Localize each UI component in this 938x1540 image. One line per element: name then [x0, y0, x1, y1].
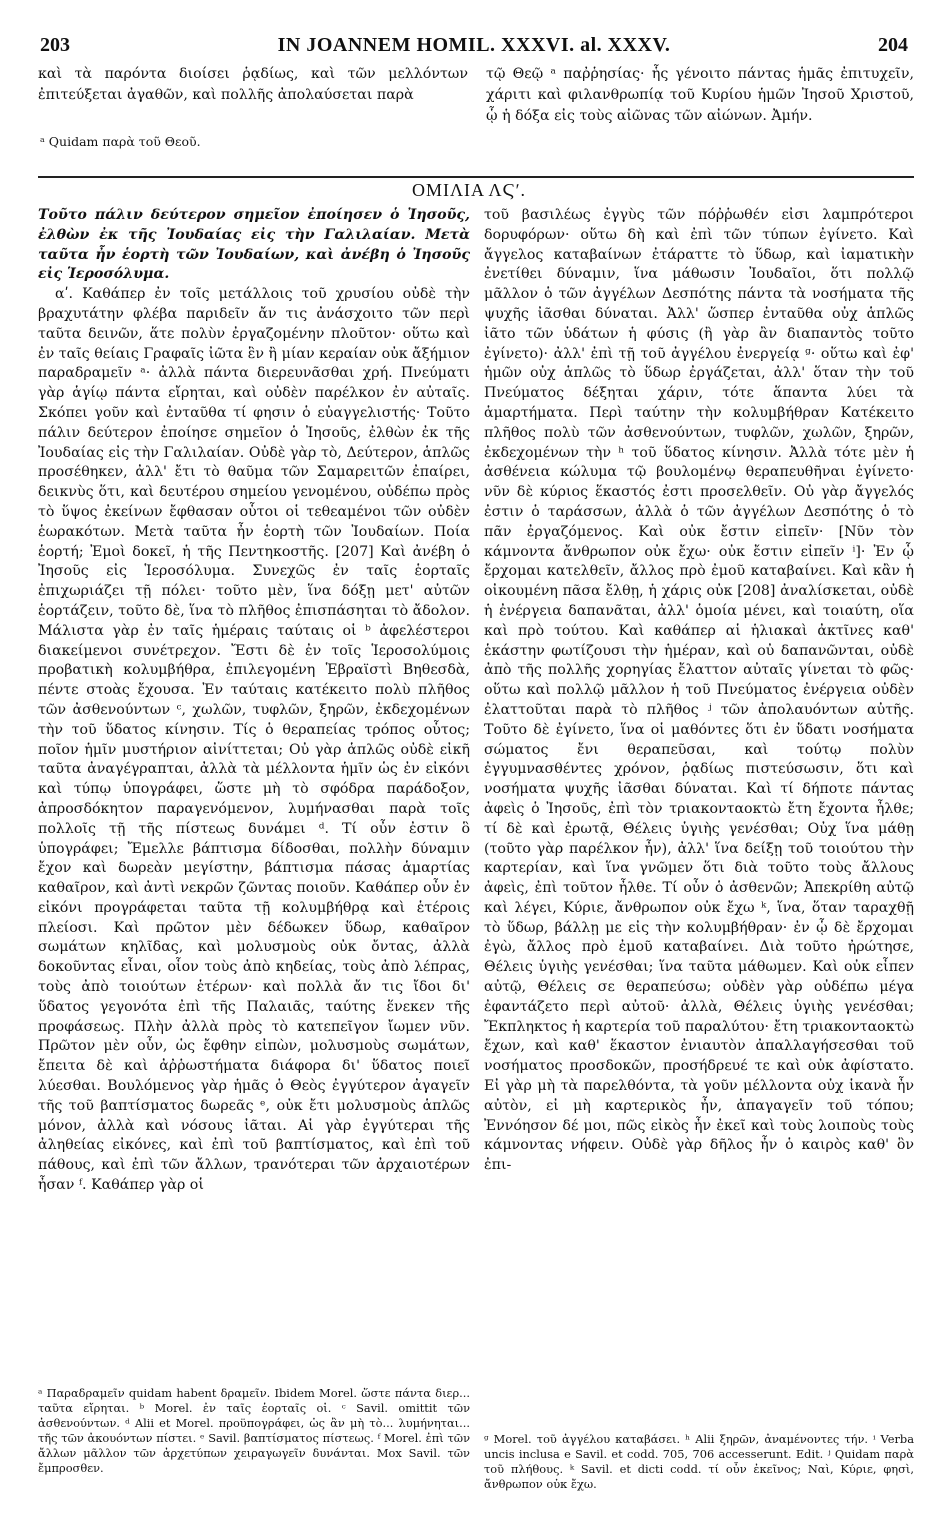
right-page-number: 204: [878, 34, 908, 56]
running-header: [40, 34, 908, 60]
previous-homily-ending-left: καὶ τὰ παρόντα διοίσει ῥᾳδίως, καὶ τῶν μελλόντων ἐπιτεύξεται ἀγαθῶν, καὶ πολλῆς ἀπολαύσεται παρὰ: [38, 66, 468, 103]
footnotes-right: [484, 1432, 914, 1492]
section-divider: [38, 176, 914, 178]
footnote: ᵃ Παραδραμεῖν quidam habent δραμεῖν. Ibidem Morel. ὥστε πάντα διερ... ταῦτα εἴρηται. ᵇ Morel. ἐν ταῖς ἑορταῖς οἱ. ᶜ Savil. omittit τῶν ἀσθενούντων. ᵈ Alii et Morel. προϋπογράφει, ὡς ἂν μὴ τὸ... λυμήνηται... τῆς τῶν ἀκουόντων πίστει. ᵉ Savil. βαπτίσματος πίστεως. ᶠ Morel. ἐπὶ τῶν ἄλλων μᾶλλον τῶν ἀρχετύπων χειραγωγεῖν δυνάνται. Mox Savil. τῶν ἔμπροσθεν.: [38, 1386, 470, 1475]
homily-title: ΟΜΙΛΙΑ ΛϚʹ.: [411, 180, 527, 200]
left-column: [38, 206, 470, 1196]
footnotes-left: [38, 1386, 470, 1476]
previous-homily-footnote: ᵃ Quidam παρὰ τοῦ Θεοῦ.: [40, 134, 201, 149]
body-paragraph: αʹ. Καθάπερ ἐν τοῖς μετάλλοις τοῦ χρυσίου οὐδὲ τὴν βραχυτάτην φλέβα παριδεῖν ἄν τις ἀνάσχοιτο τῶν περὶ ταῦτα δεινῶν, ἅτε πολὺν ἐργαζομένην πλοῦτον· οὕτω καὶ ἐν ταῖς θείαις Γραφαῖς ἰῶτα ἓν ἢ μίαν κεραίαν οὐκ ἄξήμιον παραδραμεῖν ᵃ· ἀλλὰ πάντα διερευνᾶσθαι χρή. Πνεύματι γὰρ ἁγίῳ πάντα εἴρηται, καὶ οὐδὲν παρέλκον ἐν αὐταῖς. Σκόπει γοῦν καὶ ἐνταῦθα τί φησιν ὁ εὐαγγελιστής· Τοῦτο πάλιν δεύτερον ἐποίησε σημεῖον ὁ Ἰησοῦς, ἐλθὼν ἐκ τῆς Ἰουδαίας εἰς τὴν Γαλιλαίαν. Οὐδὲ γὰρ τὸ, Δεύτερον, ἁπλῶς προσέθηκεν, ἀλλ' ἔτι τὸ θαῦμα τῶν Σαμαρειτῶν ἐπαίρει, δεικνὺς ὅτι, καὶ δευτέρου σημείου γενομένου, οὐδέπω πρὸς τὸ ὕψος ἐκείνων ἔφθασαν οὗτοι οἱ τεθεαμένοι τῶν οὐδὲν ἑωρακότων. Μετὰ ταῦτα ἦν ἑορτὴ τῶν Ἰουδαίων. Ποία ἑορτή; Ἐμοὶ δοκεῖ, ἡ τῆς Πεντηκοστῆς. [207] Καὶ ἀνέβη ὁ Ἰησοῦς εἰς Ἱεροσόλυμα. Συνεχῶς ἐν ταῖς ἑορταῖς ἐπιχωριάζει τῇ πόλει· τοῦτο μὲν, ἵνα δόξῃ μετ' αὐτῶν ἑορτάζειν, τοῦτο δὲ, ἵνα τὸ πλῆθος ἐπισπάσηται τὸ ἄδολον. Μάλιστα γὰρ ἐν ταῖς ἡμέραις ταύταις οἱ ᵇ ἀφελέστεροι διακείμενοι συνέτρεχον. Ἔστι δὲ ἐν τοῖς Ἱεροσολύμοις προβατικὴ κολυμβήθρα, ἐπιλεγομένη Ἑβραϊστὶ Βηθεσδὰ, πέντε στοὰς ἔχουσα. Ἐν ταύταις κατέκειτο πολὺ πλῆθος τῶν ἀσθενούντων ᶜ, χωλῶν, τυφλῶν, ξηρῶν, ἐκδεχομένων τὴν τοῦ ὕδατος κίνησιν. Τίς ὁ θεραπείας τρόπος οὗτος; ποῖον ἡμῖν μυστήριον αἰνίττεται; Οὐ γὰρ ἁπλῶς οὐδὲ εἰκῆ ταῦτα ἀναγέγραπται, ἀλλὰ τὰ μέλλοντα ἡμῖν ὡς ἐν εἰκόνι καὶ τύπῳ ὑπογράφει, ὥστε μὴ τὸ σφόδρα παράδοξον, ἀπροσδόκητον παραγενόμενον, λυμήνασθαι παρὰ τοῖς πολλοῖς τῇ τῆς πίστεως δυνάμει ᵈ. Τί οὖν ἐστιν ὃ ὑπογράφει; Ἔμελλε βάπτισμα δίδοσθαι, πολλὴν δύναμιν ἔχον καὶ δωρεὰν μεγίστην, βάπτισμα πάσας ἁμαρτίας καθαῖρον, καὶ ἀντὶ νεκρῶν ζῶντας ποιοῦν. Καθάπερ οὖν ἐν εἰκόνι προγράφεται ταῦτα τῇ κολυμβήθρᾳ καὶ ἑτέροις πλείοσι. Καὶ πρῶτον μὲν δέδωκεν ὕδωρ, καθαῖρον σωμάτων κηλῖδας, καὶ μολυσμοὺς οὐκ ὄντας, ἀλλὰ δοκοῦντας εἶναι, οἷον τοὺς ἀπὸ κηδείας, τοὺς ἀπὸ λέπρας, τοὺς ἀπὸ τοιούτων ἑτέρων· καὶ πολλὰ ἄν τις ἴδοι δι' ὕδατος γεγονότα ἐπὶ τῆς Παλαιᾶς, ταύτης ἕνεκεν τῆς προφάσεως. Πλὴν ἀλλὰ πρὸς τὸ κατεπεῖγον ἴωμεν νῦν. Πρῶτον μὲν οὖν, ὡς ἔφθην εἰπὼν, μολυσμοὺς σωμάτων, ἔπειτα δὲ καὶ ἀῤῥωστήματα διάφορα δι' ὕδατος ποιεῖ λύεσθαι. Βουλόμενος γὰρ ἡμᾶς ὁ Θεὸς ἐγγύτερον ἀγαγεῖν τῆς τοῦ βαπτίσματος δωρεᾶς ᵉ, οὐκ ἔτι μολυσμοὺς ἁπλῶς μόνον, ἀλλὰ καὶ νόσους ἰᾶται. Αἱ γὰρ ἐγγύτεραι τῆς ἀληθείας εἰκόνες, καὶ ἐπὶ τοῦ βαπτίσματος, καὶ ἐπὶ τοῦ πάθους, καὶ ἐπὶ τῶν ἄλλων, τρανότεραι τῶν ἀρχαιοτέρων ἦσαν ᶠ. Καθάπερ γὰρ οἱ: [38, 286, 470, 1194]
body-paragraph: τοῦ βασιλέως ἐγγὺς τῶν πόῤῥωθέν εἰσι λαμπρότεροι δορυφόρων· οὕτω δὴ καὶ ἐπὶ τῶν τύπων ἐγίνετο. Καὶ ἄγγελος καταβαίνων ἐτάραττε τὸ ὕδωρ, καὶ ἰαματικὴν ἐνετίθει δύναμιν, ἵνα μάθωσιν Ἰουδαῖοι, ὅτι πολλῷ μᾶλλον ὁ τῶν ἀγγέλων Δεσπότης πάντα τὰ νοσήματα τῆς ψυχῆς ἰᾶσθαι δύναται. Ἀλλ' ὥσπερ ἐνταῦθα οὐχ ἁπλῶς ἰᾶτο τῶν ὑδάτων ἡ φύσις (ἢ γὰρ ἂν διαπαντὸς τοῦτο ἐγίνετο)· ἀλλ' ἐπὶ τῇ τοῦ ἀγγέλου ἐνεργείᾳ ᵍ· οὕτω καὶ ἐφ' ἡμῶν οὐχ ἁπλῶς τὸ ὕδωρ ἐργάζεται, ἀλλ' ὅταν τὴν τοῦ Πνεύματος δέξηται χάριν, τότε ἅπαντα λύει τὰ ἁμαρτήματα. Περὶ ταύτην τὴν κολυμβήθραν Κατέκειτο πλῆθος πολὺ τῶν ἀσθενούντων, τυφλῶν, χωλῶν, ξηρῶν, ἐκδεχομένων τὴν ʰ τοῦ ὕδατος κίνησιν. Ἀλλὰ τότε μὲν ἡ ἀσθένεια κώλυμα τῷ βουλομένῳ θεραπευθῆναι ἐγίνετο· νῦν δὲ κύριος ἕκαστός ἐστι προσελθεῖν. Οὐ γὰρ ἄγγελός ἐστιν ὁ ταράσσων, ἀλλὰ ὁ τῶν ἀγγέλων Δεσπότης ὁ τὸ πᾶν ἐργαζόμενος. Καὶ οὐκ ἔστιν εἰπεῖν· [Νῦν τὸν κάμνοντα ἄνθρωπον οὐκ ἔχω· οὐκ ἔστιν εἰπεῖν ⁱ]· Ἐν ᾧ ἔρχομαι κατελθεῖν, ἄλλος πρὸ ἐμοῦ καταβαίνει. Καὶ κἂν ἡ οἰκουμένη πᾶσα ἔλθῃ, ἡ χάρις οὐκ [208] ἀναλίσκεται, οὐδὲ ἡ ἐνέργεια δαπανᾶται, ἀλλ' ὁμοία μένει, καὶ τοιαύτη, οἵα καὶ πρὸ τούτου. Καὶ καθάπερ αἱ ἡλιακαὶ ἀκτῖνες καθ' ἑκάστην φωτίζουσι τὴν ἡμέραν, καὶ οὐ δαπανῶνται, οὐδὲ ἀπὸ τῆς πολλῆς χορηγίας ἔλαττον αὐταῖς γίνεται τὸ φῶς· οὕτω καὶ πολλῷ μᾶλλον ἡ τοῦ Πνεύματος ἐνέργεια οὐδὲν ἐλαττοῦται παρὰ τὸ πλῆθος ʲ τῶν ἀπολαυόντων αὐτῆς. Τοῦτο δὲ ἐγίνετο, ἵνα οἱ μαθόντες ὅτι ἐν ὕδατι νοσήματα σώματος ἔνι θεραπεῦσαι, καὶ τούτῳ πολὺν ἐγγυμνασθέντες χρόνον, ῥᾳδίως πιστεύσωσιν, ὅτι καὶ νοσήματα ψυχῆς ἰᾶσθαι δύναται. Καὶ τί δήποτε πάντας ἀφεὶς ὁ Ἰησοῦς, ἐπὶ τὸν τριακονταοκτὼ ἔτη ἔχοντα ἦλθε; τί δὲ καὶ ἐρωτᾷ, Θέλεις ὑγιὴς γενέσθαι; Οὐχ ἵνα μάθῃ (τοῦτο γὰρ παρέλκον ἦν), ἀλλ' ἵνα δείξῃ τοῦ τοιούτου τὴν καρτερίαν, καὶ ἵνα γνῶμεν ὅτι διὰ τοῦτο τοὺς ἄλλους ἀφεὶς, ἐπὶ τοῦτον ἦλθε. Τί οὖν ὁ ἀσθενῶν; Ἀπεκρίθη αὐτῷ καὶ λέγει, Κύριε, ἄνθρωπον οὐκ ἔχω ᵏ, ἵνα, ὅταν ταραχθῇ τὸ ὕδωρ, βάλλῃ με εἰς τὴν κολυμβήθραν· ἐν ᾧ δὲ ἔρχομαι ἐγὼ, ἄλλος πρὸ ἐμοῦ καταβαίνει. Διὰ τοῦτο ἠρώτησε, Θέλεις ὑγιὴς γενέσθαι; ἵνα ταῦτα μάθωμεν. Καὶ οὐκ εἶπεν αὐτῷ, Θέλεις σε θεραπεύσω; οὐδὲν γὰρ οὐδέπω μέγα ἐφαντάζετο περὶ αὐτοῦ· ἀλλὰ, Θέλεις ὑγιὴς γενέσθαι; Ἔκπληκτος ἡ καρτερία τοῦ παραλύτου· ἔτη τριακονταοκτὼ ἔχων, καὶ καθ' ἕκαστον ἐνιαυτὸν ἀπαλλαγήσεσθαι τοῦ νοσήματος προσδοκῶν, προσήδρευέ τε καὶ οὐκ ἀφίστατο. Εἰ γὰρ μὴ τὰ παρελθόντα, τὰ γοῦν μέλλοντα οὐχ ἱκανὰ ἦν αὐτὸν, εἰ μὴ καρτερικὸς ἦν, ἀπαγαγεῖν τοῦ τόπου; Ἐννόησον δέ μοι, πῶς εἰκὸς ἦν ἐκεῖ καὶ τοὺς λοιποὺς τοὺς κάμνοντας νήφειν. Οὐδὲ γὰρ δῆλος ἦν ὁ καιρὸς καθ' ὃν ἐπι-: [484, 207, 914, 1174]
left-page-number: 203: [40, 34, 70, 56]
previous-homily-ending-right: τῷ Θεῷ ᵃ παῤῥησίας· ἧς γένοιτο πάντας ἡμᾶς ἐπιτυχεῖν, χάριτι καὶ φιλανθρωπίᾳ τοῦ Κυρίου ἡμῶν Ἰησοῦ Χριστοῦ, ᾧ ἡ δόξα εἰς τοὺς αἰῶνας τῶν αἰώνων. Ἀμήν.: [486, 66, 914, 124]
running-title: IN JOANNEM HOMIL. XXXVI. al. XXXV.: [277, 34, 671, 56]
footnote: ᵍ Morel. τοῦ ἀγγέλου καταβάσει. ʰ Alii ξηρῶν, ἀναμένοντες τήν. ⁱ Verba uncis inclusa e Savil. et codd. 705, 706 accesserunt. Edit. ʲ Quidam παρὰ τοῦ πλήθους. ᵏ Savil. et dicti codd. τί οὖν ἐκεῖνος; Ναὶ, Κύριε, φησὶ, ἄνθρωπον οὐκ ἔχω.: [484, 1432, 914, 1491]
scripture-lemma: Τοῦτο πάλιν δεύτερον σημεῖον ἐποίησεν ὁ Ἰησοῦς, ἐλθὼν ἐκ τῆς Ἰουδαίας εἰς τὴν Γαλιλαίαν. Μετὰ ταῦτα ἦν ἑορτὴ τῶν Ἰουδαίων, καὶ ἀνέβη ὁ Ἰησοῦς εἰς Ἱεροσόλυμα.: [38, 207, 470, 283]
right-column: [484, 206, 914, 1176]
